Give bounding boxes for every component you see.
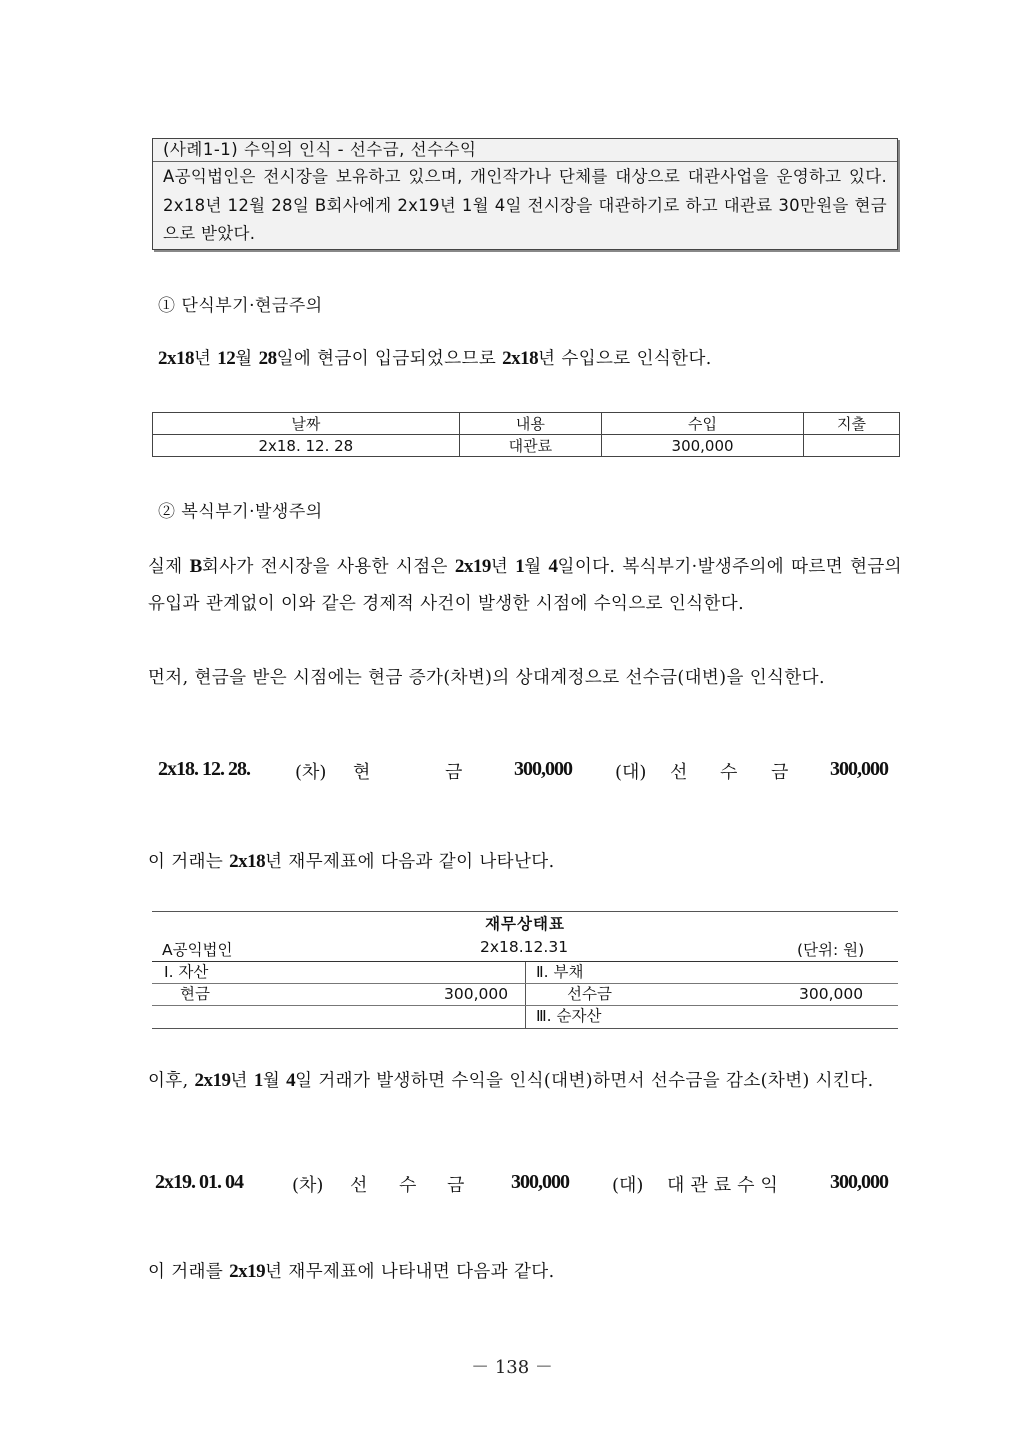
month-text: 1 <box>253 1070 263 1091</box>
text-segment: 년 수입으로 인식한다. <box>538 349 712 369</box>
cell-expense <box>803 435 899 457</box>
text-segment: 이 거래를 <box>148 1262 230 1282</box>
text-segment: 월 <box>262 1071 287 1091</box>
day-text: 4 <box>548 556 558 577</box>
journal-date: 2x19. 01. 04 <box>155 1171 243 1193</box>
case-title: (사례1-1) 수익의 인식 - 선수금, 선수수익 <box>153 139 897 162</box>
credit-account-char: 금 <box>771 762 789 783</box>
year-text: 2x19 <box>194 1070 231 1091</box>
month-text: 12 <box>217 348 236 369</box>
liability-item-name: 선수금 <box>567 985 612 1003</box>
year-text: 2x19 <box>454 556 491 577</box>
company-text: B <box>189 556 202 577</box>
credit-account-char: 수 <box>720 762 738 783</box>
case-description: A공익법인은 전시장을 보유하고 있으며, 개인작가나 단체를 대상으로 대관사업을 운영하고 있다. 2x18년 12월 28일 B회사에게 2x19년 1월 4일 전시장을 대관하기로 하고 대관료 30만원을 현금으로 받았다. <box>163 167 887 243</box>
text-segment: 년 <box>490 557 516 577</box>
text-segment: 일 거래가 발생하면 수익을 인식(대변)하면서 선수금을 감소(차변) 시킨다. <box>295 1071 874 1091</box>
debit-account-char: 현 <box>353 762 371 783</box>
header-date: 날짜 <box>153 413 460 435</box>
statement-intro <box>148 843 902 881</box>
balance-sheet-body <box>152 962 898 1029</box>
asset-item-amount: 300,000 <box>444 985 509 1003</box>
header-income: 수입 <box>602 413 804 435</box>
table-row <box>152 962 898 984</box>
header-expense: 지출 <box>803 413 899 435</box>
text-segment: 년 <box>194 349 218 369</box>
section-heading-accrual-basis: ② 복식부기·발생주의 <box>158 502 323 522</box>
text-segment: 일에 현금이 입금되었으므로 <box>276 349 503 369</box>
year-text: 2x18 <box>158 348 194 369</box>
cashbook-table <box>152 412 900 457</box>
balance-sheet <box>152 911 898 1029</box>
subsequent-paragraph <box>148 1062 902 1100</box>
text-segment: 월 <box>524 557 549 577</box>
credit-amount: 300,000 <box>830 758 888 780</box>
journal-date: 2x18. 12. 28. <box>158 758 250 780</box>
text-segment: 회사가 전시장을 사용한 시점은 <box>201 557 455 577</box>
section-heading-cash-basis: ① 단식부기·현금주의 <box>158 296 323 316</box>
table-row <box>152 984 898 1006</box>
balance-sheet-title: 재무상태표 <box>485 915 565 933</box>
debit-account-char: 금 <box>447 1175 465 1196</box>
day-text: 28 <box>258 348 277 369</box>
year-text: 2x19 <box>229 1261 266 1282</box>
balance-sheet-meta <box>152 936 898 962</box>
credit-label: (대) <box>615 762 647 783</box>
entity-name: A공익법인 <box>162 941 233 959</box>
text-segment: 년 <box>230 1071 254 1091</box>
journal-entry-2 <box>155 1171 895 1201</box>
debit-account-char: 수 <box>399 1175 417 1196</box>
liabilities-heading: Ⅱ. 부채 <box>536 963 584 981</box>
table-header-row <box>153 413 900 435</box>
journal-entry-1 <box>158 758 898 788</box>
debit-account-char: 금 <box>445 762 463 783</box>
assets-heading: Ⅰ. 자산 <box>164 963 209 981</box>
debit-amount: 300,000 <box>511 1171 569 1193</box>
text-segment: 이 거래는 <box>148 852 230 872</box>
text-segment: 년 재무제표에 나타내면 다음과 같다. <box>265 1262 555 1282</box>
cell-date: 2x18. 12. 28 <box>153 435 460 457</box>
credit-account-char: 선 <box>670 762 688 783</box>
asset-item-name: 현금 <box>180 985 210 1003</box>
cell-income: 300,000 <box>602 435 804 457</box>
text-segment: 년 재무제표에 다음과 같이 나타난다. <box>265 852 555 872</box>
text-segment: 실제 <box>148 557 190 577</box>
accrual-paragraph-2: 먼저, 현금을 받은 시점에는 현금 증가(차변)의 상대계정으로 선수금(대변)을 인식한다. <box>148 668 825 688</box>
case-example-box <box>152 138 898 250</box>
credit-account: 대관료수익 <box>667 1175 784 1196</box>
year-text: 2x18 <box>502 348 539 369</box>
text-segment: 일이다. 복식부기·발생주의에 따르면 현금의 유입과 관계없이 이와 같은 경제적 사건이 발생한 시점에 수익으로 인식한다. <box>148 557 902 614</box>
debit-label: (차) <box>295 762 327 783</box>
year-text: 2x18 <box>229 851 266 872</box>
credit-amount: 300,000 <box>830 1171 888 1193</box>
debit-account-char: 선 <box>350 1175 368 1196</box>
text-segment: 이후, <box>148 1071 195 1091</box>
month-text: 1 <box>515 556 525 577</box>
closing-sentence <box>148 1253 902 1291</box>
net-assets-heading: Ⅲ. 순자산 <box>536 1007 602 1025</box>
unit-label: (단위: 원) <box>797 941 865 959</box>
table-row <box>152 1006 898 1028</box>
table-row <box>153 435 900 457</box>
page-number: － 138 － <box>471 1357 553 1378</box>
text-segment: 월 <box>235 349 259 369</box>
top-rule <box>152 911 898 912</box>
debit-amount: 300,000 <box>514 758 572 780</box>
liability-item-amount: 300,000 <box>799 985 864 1003</box>
accrual-paragraph-1 <box>148 548 902 623</box>
cell-content: 대관료 <box>459 435 601 457</box>
header-content: 내용 <box>459 413 601 435</box>
cash-basis-paragraph <box>158 340 912 378</box>
debit-label: (차) <box>292 1175 324 1196</box>
day-text: 4 <box>286 1070 296 1091</box>
credit-label: (대) <box>612 1175 644 1196</box>
statement-date: 2x18.12.31 <box>480 938 569 956</box>
